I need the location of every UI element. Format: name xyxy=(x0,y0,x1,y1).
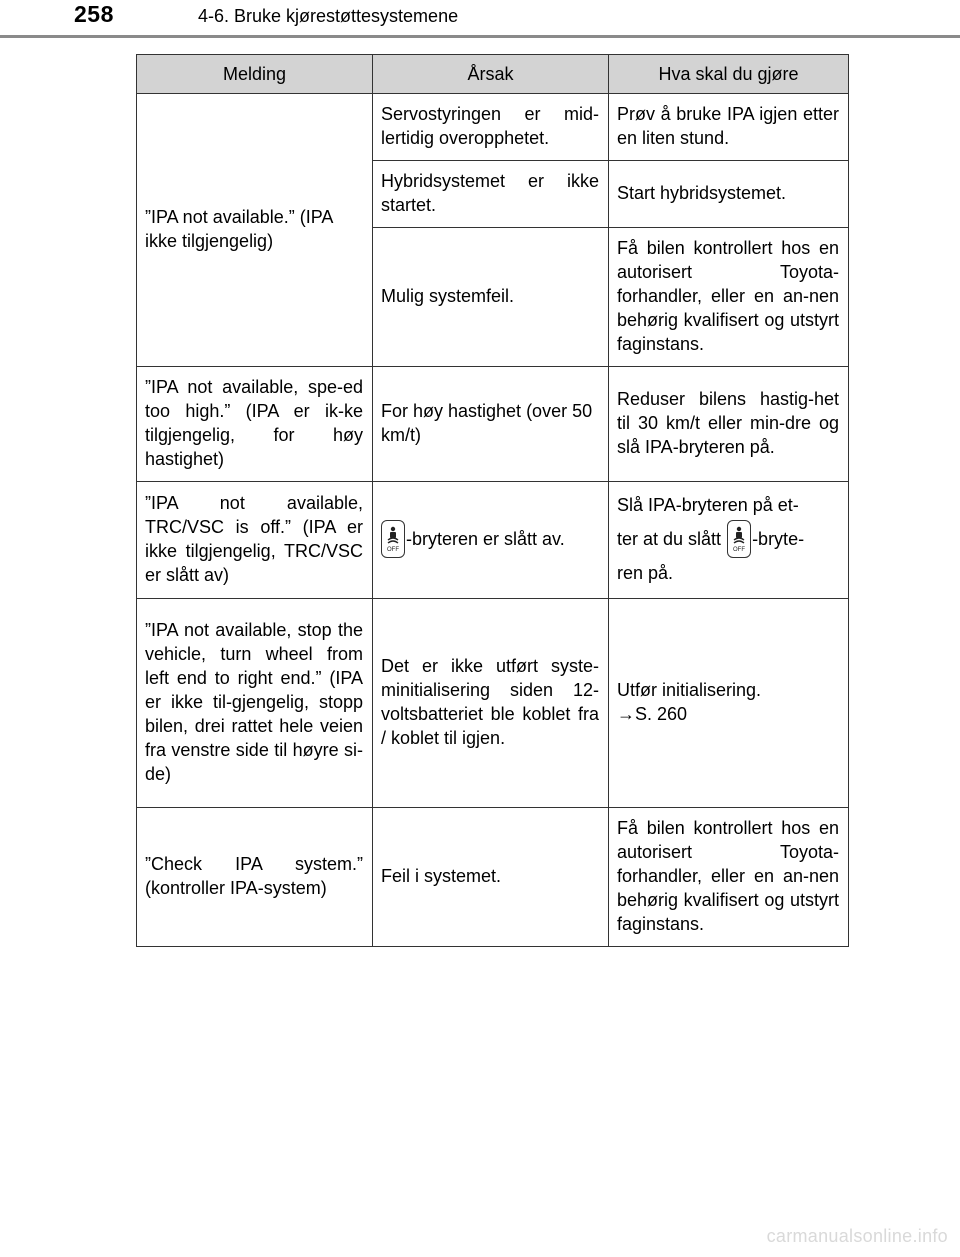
action-line-with-icon xyxy=(617,520,839,558)
message-cell: ”Check IPA system.” (kontroller IPA-system) xyxy=(137,808,373,947)
table-row xyxy=(137,482,849,599)
watermark: carmanualsonline.info xyxy=(766,1226,948,1246)
page-reference-text: S. 260 xyxy=(635,704,688,724)
header-divider xyxy=(0,35,960,38)
cause-cell: Det er ikke utført syste-minitialisering siden 12-voltsbatteriet ble koblet fra / koblet til igjen. xyxy=(373,599,609,808)
page-number: 258 xyxy=(74,1,114,27)
cause-cell: Hybridsystemet er ikke startet. xyxy=(373,161,609,228)
cause-cell: Servostyringen er mid-lertidig overopphetet. xyxy=(373,94,609,161)
cause-with-icon xyxy=(381,520,599,558)
action-text: ter at du slått xyxy=(617,529,722,549)
cause-cell: Mulig systemfeil. xyxy=(373,228,609,367)
action-cell: Reduser bilens hastig-het til 30 km/t eller min-dre og slå IPA-bryteren på. xyxy=(609,367,849,482)
cause-cell xyxy=(373,482,609,599)
action-cell: Få bilen kontrollert hos en autorisert Toyota-forhandler, eller en an-nen behørig kvalifisert og utstyrt faginstans. xyxy=(609,808,849,947)
cause-cell: Feil i systemet. xyxy=(373,808,609,947)
column-header-action: Hva skal du gjøre xyxy=(609,55,849,94)
table-row xyxy=(137,367,849,482)
page-header xyxy=(0,0,960,40)
column-header-message: Melding xyxy=(137,55,373,94)
message-cell: ”IPA not available, spe-ed too high.” (IPA er ik-ke tilgjengelig, for høy hastighet) xyxy=(137,367,373,482)
action-line: Slå IPA-bryteren på et- xyxy=(617,495,799,515)
table-row xyxy=(137,94,849,161)
vsc-off-switch-icon xyxy=(727,520,751,558)
action-cell: Få bilen kontrollert hos en autorisert Toyota-forhandler, eller en an-nen behørig kvalifisert og utstyrt faginstans. xyxy=(609,228,849,367)
message-cell: ”IPA not available, stop the vehicle, turn wheel from left end to right end.” (IPA er ikke til-gjengelig, stopp bilen, drei rattet hele veien fra venstre side til høyre si-de) xyxy=(137,599,373,808)
action-cell: Start hybridsystemet. xyxy=(609,161,849,228)
action-text: -bryte- xyxy=(752,529,805,549)
page-reference xyxy=(617,702,839,726)
cause-text: -bryteren er slått av. xyxy=(406,529,565,549)
table-header-row xyxy=(137,55,849,94)
table-row xyxy=(137,808,849,947)
section-title: 4-6. Bruke kjørestøttesystemene xyxy=(198,6,459,26)
arrow-right-icon: → xyxy=(617,704,635,724)
vsc-off-switch-icon xyxy=(381,520,405,558)
action-cell xyxy=(609,599,849,808)
message-cell: ”IPA not available.” (IPA ikke tilgjengelig) xyxy=(137,94,373,367)
action-cell: Prøv å bruke IPA igjen etter en liten stund. xyxy=(609,94,849,161)
cause-cell: For høy hastighet (over 50 km/t) xyxy=(373,367,609,482)
action-line: Utfør initialisering. xyxy=(617,680,762,700)
column-header-cause: Årsak xyxy=(373,55,609,94)
svg-text:OFF: OFF xyxy=(387,547,399,553)
action-cell xyxy=(609,482,849,599)
message-cell: ”IPA not available, TRC/VSC is off.” (IPA er ikke tilgjengelig, TRC/VSC er slått av) xyxy=(137,482,373,599)
action-line: ren på. xyxy=(617,563,674,583)
table-row xyxy=(137,599,849,808)
svg-text:OFF: OFF xyxy=(733,547,746,553)
message-table xyxy=(136,54,849,947)
